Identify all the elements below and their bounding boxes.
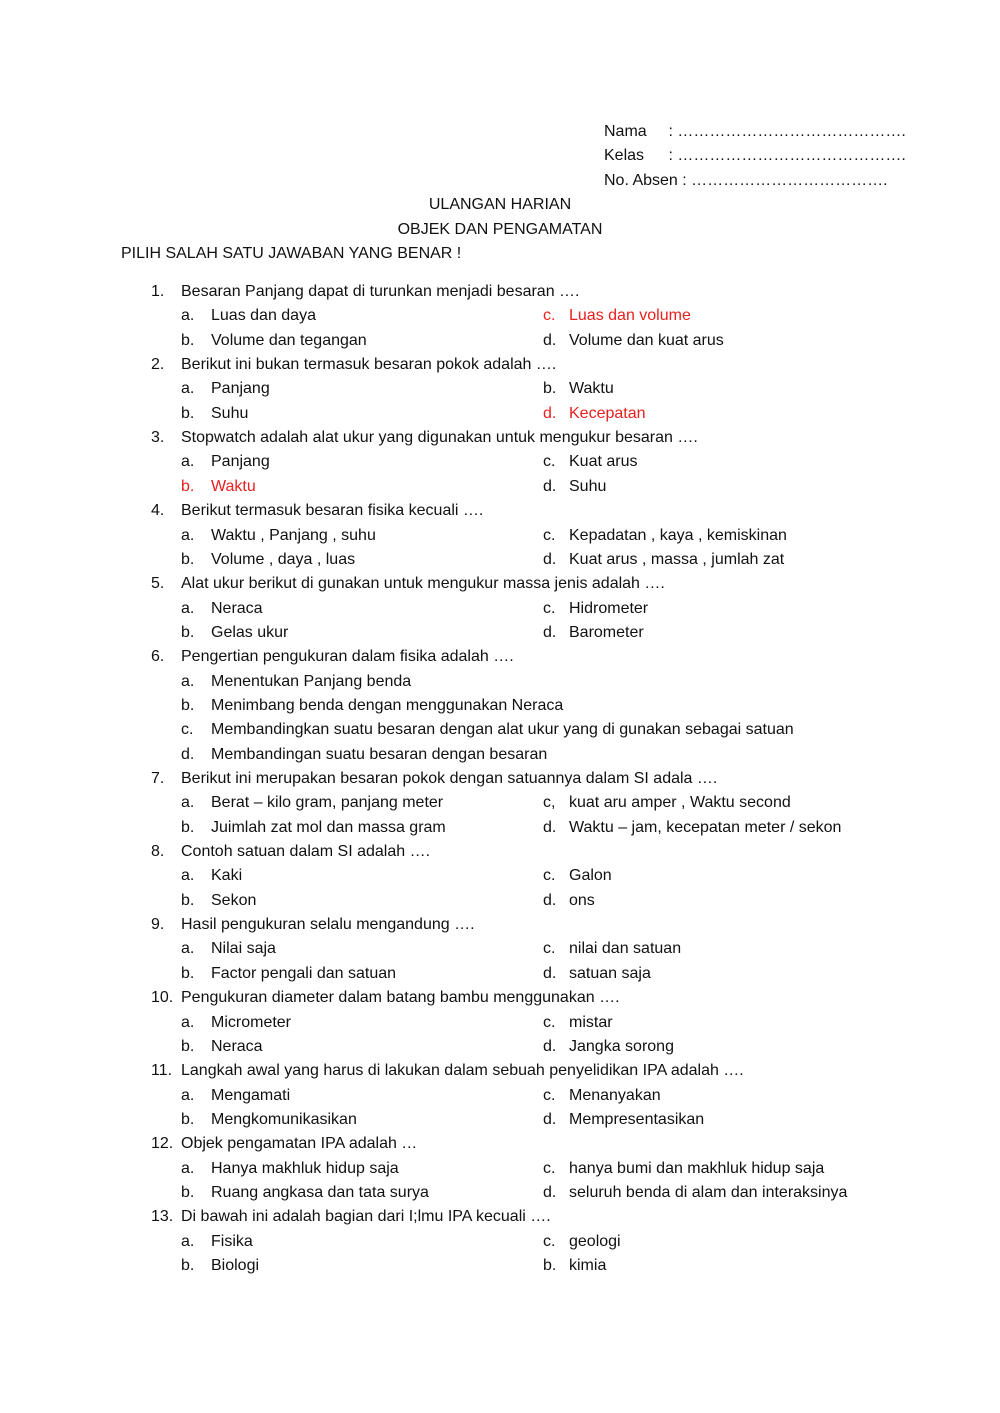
option-text: nilai dan satuan bbox=[569, 940, 682, 957]
question-number: 11. bbox=[151, 1062, 173, 1079]
option-letter: b. bbox=[181, 1111, 195, 1128]
option-letter: d. bbox=[543, 405, 557, 422]
option-text: satuan saja bbox=[569, 965, 651, 982]
option-letter: b. bbox=[543, 380, 557, 397]
option-text: Menimbang benda dengan menggunakan Neraca bbox=[211, 697, 564, 714]
option-letter: c. bbox=[543, 307, 556, 324]
option-text: Jangka sorong bbox=[569, 1038, 674, 1055]
option-letter: a. bbox=[181, 307, 195, 324]
question-text: Hasil pengukuran selalu mengandung …. bbox=[181, 916, 475, 933]
question-number: 2. bbox=[151, 356, 165, 373]
question-number: 12. bbox=[151, 1135, 174, 1152]
class-value: : ……………………………………. bbox=[668, 147, 906, 164]
name-label: Nama bbox=[604, 123, 647, 140]
option-text: Sekon bbox=[211, 892, 257, 909]
question-number: 10. bbox=[151, 989, 174, 1006]
option-text: Fisika bbox=[211, 1233, 253, 1250]
option-text: kuat aru amper , Waktu second bbox=[569, 794, 791, 811]
option-letter: d. bbox=[543, 332, 557, 349]
option-letter: b. bbox=[181, 332, 195, 349]
option-text: Kuat arus bbox=[569, 453, 638, 470]
option-text: Kecepatan bbox=[569, 405, 646, 422]
question-text: Berikut ini bukan termasuk besaran pokok adalah …. bbox=[181, 356, 557, 373]
option-letter: c. bbox=[543, 1233, 556, 1250]
option-letter: a. bbox=[181, 940, 195, 957]
option-text: Luas dan volume bbox=[569, 307, 691, 324]
question-number: 1. bbox=[151, 283, 165, 300]
option-letter: c. bbox=[543, 453, 556, 470]
question-number: 4. bbox=[151, 502, 165, 519]
option-letter: d. bbox=[543, 624, 557, 641]
option-text: Biologi bbox=[211, 1257, 260, 1274]
option-text: seluruh benda di alam dan interaksinya bbox=[569, 1184, 848, 1201]
option-text: Berat – kilo gram, panjang meter bbox=[211, 794, 444, 811]
name-value: : ……………………………………. bbox=[668, 123, 906, 140]
question-text: Langkah awal yang harus di lakukan dalam sebuah penyelidikan IPA adalah …. bbox=[181, 1062, 744, 1079]
option-text: Hidrometer bbox=[569, 600, 649, 617]
question-text: Alat ukur berikut di gunakan untuk mengukur massa jenis adalah …. bbox=[181, 575, 665, 592]
option-text: Kuat arus , massa , jumlah zat bbox=[569, 551, 785, 568]
option-letter: b. bbox=[181, 1257, 195, 1274]
option-letter: c. bbox=[181, 721, 194, 738]
option-letter: a. bbox=[181, 867, 195, 884]
option-text: hanya bumi dan makhluk hidup saja bbox=[569, 1160, 825, 1177]
option-text: Menentukan Panjang benda bbox=[211, 673, 412, 690]
question-number: 3. bbox=[151, 429, 165, 446]
option-letter: c. bbox=[543, 867, 556, 884]
option-letter: a. bbox=[181, 1160, 195, 1177]
option-letter: d. bbox=[543, 819, 557, 836]
option-letter: d. bbox=[543, 1111, 557, 1128]
option-letter: a. bbox=[181, 380, 195, 397]
option-text: Membandingan suatu besaran dengan besaran bbox=[211, 746, 548, 763]
option-letter: c. bbox=[543, 527, 556, 544]
option-letter: b. bbox=[181, 1038, 195, 1055]
option-text: Waktu bbox=[211, 478, 256, 495]
option-text: Hanya makhluk hidup saja bbox=[211, 1160, 399, 1177]
instruction-text: PILIH SALAH SATU JAWABAN YANG BENAR ! bbox=[121, 245, 462, 262]
option-letter: a. bbox=[181, 1233, 195, 1250]
option-letter: b. bbox=[181, 551, 195, 568]
option-text: Juimlah zat mol dan massa gram bbox=[211, 819, 446, 836]
question-number: 7. bbox=[151, 770, 165, 787]
option-text: Panjang bbox=[211, 380, 270, 397]
option-letter: b. bbox=[181, 697, 195, 714]
option-text: Neraca bbox=[211, 1038, 263, 1055]
option-text: Mengkomunikasikan bbox=[211, 1111, 357, 1128]
option-letter: a. bbox=[181, 453, 195, 470]
option-text: Mengamati bbox=[211, 1087, 291, 1104]
option-text: Mempresentasikan bbox=[569, 1111, 705, 1128]
option-text: Panjang bbox=[211, 453, 270, 470]
option-letter: c. bbox=[543, 1014, 556, 1031]
question-text: Besaran Panjang dapat di turunkan menjadi besaran …. bbox=[181, 283, 580, 300]
question-number: 9. bbox=[151, 916, 165, 933]
option-text: Volume dan kuat arus bbox=[569, 332, 724, 349]
option-letter: b. bbox=[181, 819, 195, 836]
question-number: 5. bbox=[151, 575, 165, 592]
option-letter: a. bbox=[181, 527, 195, 544]
option-letter: d. bbox=[543, 892, 557, 909]
option-letter: a. bbox=[181, 600, 195, 617]
question-text: Objek pengamatan IPA adalah … bbox=[181, 1135, 418, 1152]
option-text: Luas dan daya bbox=[211, 307, 316, 324]
option-letter: c. bbox=[543, 1087, 556, 1104]
option-text: kimia bbox=[569, 1257, 607, 1274]
option-letter: c. bbox=[543, 1160, 556, 1177]
option-letter: d. bbox=[543, 1184, 557, 1201]
option-letter: b. bbox=[181, 405, 195, 422]
option-text: Waktu , Panjang , suhu bbox=[211, 527, 376, 544]
option-text: Kaki bbox=[211, 867, 243, 884]
option-letter: b. bbox=[181, 624, 195, 641]
question-number: 13. bbox=[151, 1208, 174, 1225]
option-text: Gelas ukur bbox=[211, 624, 289, 641]
option-letter: d. bbox=[543, 551, 557, 568]
class-field bbox=[604, 147, 906, 165]
option-text: Volume , daya , luas bbox=[211, 551, 356, 568]
option-text: ons bbox=[569, 892, 595, 909]
question-text: Di bawah ini adalah bagian dari I;lmu IPA kecuali …. bbox=[181, 1208, 551, 1225]
option-text: Membandingkan suatu besaran dengan alat ukur yang di gunakan sebagai satuan bbox=[211, 721, 794, 738]
question-number: 6. bbox=[151, 648, 165, 665]
option-letter: d. bbox=[543, 1038, 557, 1055]
option-letter: a. bbox=[181, 1087, 195, 1104]
option-text: Waktu bbox=[569, 380, 614, 397]
option-text: Menanyakan bbox=[569, 1087, 661, 1104]
option-letter: a. bbox=[181, 1014, 195, 1031]
absen-value: : ………………………………. bbox=[682, 172, 888, 189]
option-text: mistar bbox=[569, 1014, 613, 1031]
option-text: geologi bbox=[569, 1233, 621, 1250]
option-letter: b. bbox=[181, 965, 195, 982]
option-letter: d. bbox=[543, 478, 557, 495]
title-line-2: OBJEK DAN PENGAMATAN bbox=[397, 221, 603, 238]
class-label: Kelas bbox=[604, 147, 645, 164]
question-text: Berikut ini merupakan besaran pokok dengan satuannya dalam SI adala …. bbox=[181, 770, 718, 787]
option-letter: b. bbox=[543, 1257, 557, 1274]
option-letter: a. bbox=[181, 794, 195, 811]
option-text: Suhu bbox=[211, 405, 249, 422]
option-text: Ruang angkasa dan tata surya bbox=[211, 1184, 429, 1201]
name-field bbox=[604, 123, 906, 141]
option-letter: b. bbox=[181, 1184, 195, 1201]
absen-field bbox=[604, 172, 888, 190]
question-text: Stopwatch adalah alat ukur yang digunakan untuk mengukur besaran …. bbox=[181, 429, 698, 446]
title-line-1: ULANGAN HARIAN bbox=[428, 196, 572, 213]
question-text: Pengertian pengukuran dalam fisika adalah …. bbox=[181, 648, 514, 665]
option-letter: c. bbox=[543, 600, 556, 617]
option-letter: d. bbox=[543, 965, 557, 982]
option-text: Galon bbox=[569, 867, 612, 884]
option-text: Micrometer bbox=[211, 1014, 292, 1031]
option-letter: b. bbox=[181, 478, 195, 495]
question-text: Berikut termasuk besaran fisika kecuali …. bbox=[181, 502, 484, 519]
option-text: Factor pengali dan satuan bbox=[211, 965, 397, 982]
absen-label: No. Absen bbox=[604, 172, 678, 189]
question-text: Contoh satuan dalam SI adalah …. bbox=[181, 843, 431, 860]
option-text: Nilai saja bbox=[211, 940, 276, 957]
option-text: Kepadatan , kaya , kemiskinan bbox=[569, 527, 787, 544]
option-text: Waktu – jam, kecepatan meter / sekon bbox=[569, 819, 842, 836]
option-letter: a. bbox=[181, 673, 195, 690]
option-text: Neraca bbox=[211, 600, 263, 617]
option-letter: d. bbox=[181, 746, 195, 763]
option-letter: c, bbox=[543, 794, 556, 811]
question-text: Pengukuran diameter dalam batang bambu menggunakan …. bbox=[181, 989, 620, 1006]
question-number: 8. bbox=[151, 843, 165, 860]
option-letter: b. bbox=[181, 892, 195, 909]
option-text: Barometer bbox=[569, 624, 644, 641]
option-text: Volume dan tegangan bbox=[211, 332, 367, 349]
option-letter: c. bbox=[543, 940, 556, 957]
option-text: Suhu bbox=[569, 478, 607, 495]
